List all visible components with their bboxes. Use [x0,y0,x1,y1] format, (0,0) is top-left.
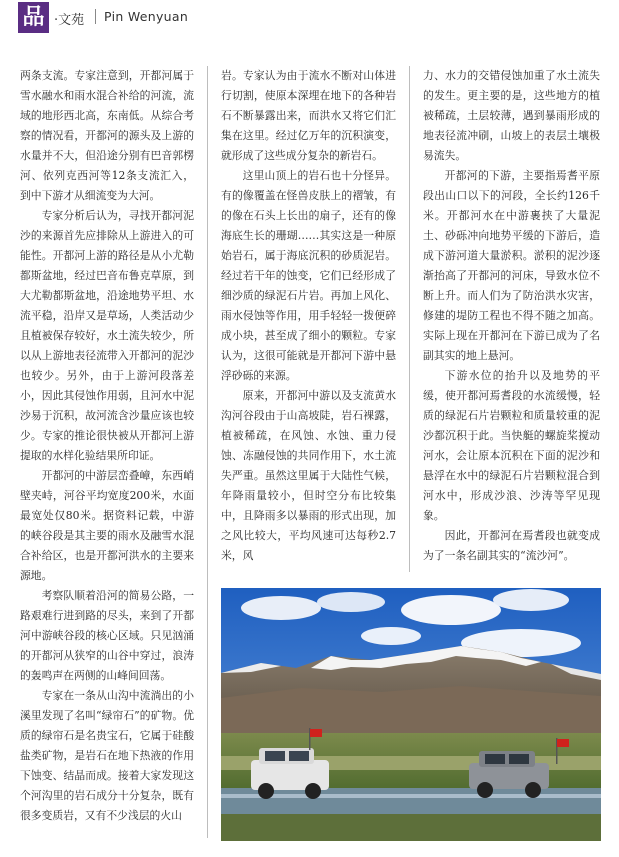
paragraph: 下游水位的抬升以及地势的平缓，使开都河焉耆段的水流缓慢，轻质的绿泥石片岩颗粒和质量较重的泥沙都沉积于此。当快艇的螺旋桨搅动河水，会让原本沉积在下面的泥沙和悬浮在水中的绿泥石片岩颗粒混合到河水中，形成沙浪、沙涛等罕见现象。 [423,369,600,522]
section-title-cn: ·文苑 [54,13,85,28]
text-column-3 [423,66,600,580]
paragraph: 两条支流。专家注意到，开都河属于雪水融水和雨水混合补给的河流，流域的地形西北高，东南低。从综合考察的情况看，开都河的源头及上游的水量并不大，但沿途分别有巴音郭楞河、依列克西河等12条支流汇入，到中下游才从细流变为大河。 [20,69,194,202]
column-rule-2 [409,66,410,572]
page-header [0,0,619,40]
paragraph: 考察队顺着沿河的简易公路，一路艰难行进到路的尽头，来到了开都河中游峡谷段的核心区域。只见汹涌的开都河从狭窄的山谷中穿过，浪涛的轰鸣声在两侧的山峰间回荡。 [20,589,194,682]
paragraph: 原来，开都河中游以及支流黄水沟河谷段由于山高坡陡，岩石裸露，植被稀疏，在风蚀、水蚀、重力侵蚀、冻融侵蚀的共同作用下，水土流失严重。虽然这里属于大陆性气候，年降雨量较小，但时空分布比较集中，且降雨多以暴雨的形式出现，加之风比较大，平均风速可达每秒2.7米，风 [221,389,396,562]
column-logo: 品 [18,2,49,33]
text-column-2 [221,66,396,580]
paragraph: 力、水力的交错侵蚀加重了水土流失的发生。更主要的是，这些地方的植被稀疏，土层较薄，遇到暴雨形成的地表径流冲刷，山坡上的表层土壤极易流失。 [423,69,600,162]
paragraph: 岩。专家认为由于流水不断对山体进行切割，使原本深埋在地下的各种岩石不断暴露出来，而洪水又将它们汇集在这里。经过亿万年的沉积演变，就形成了这些成分复杂的新岩石。 [221,69,396,162]
column-rule-1 [207,66,208,838]
paragraph: 开都河的中游层峦叠嶂，东西峭壁夹峙，河谷平均宽度200米，水面最宽处仅80米。据资料记载，中游的峡谷段是其主要的雨水及融雪水混合补给区，也是开都河洪水的主要来源地。 [20,469,194,582]
text-column-1 [20,66,194,854]
paragraph: 这里山顶上的岩石也十分怪异。有的像覆盖在怪兽皮肤上的褶皱，有的像在石头上长出的扇子，还有的像海底生长的珊瑚……其实这是一种原始岩石，属于海底沉积的砂质泥岩。经过若干年的蚀变，它们已经形成了细沙质的绿泥石片岩。再加上风化、雨水侵蚀等作用，用手轻轻一拨便碎成小块，甚至成了细小的颗粒。专家认为，这很可能就是开都河下游中悬浮砂砾的来源。 [221,169,396,382]
paragraph: 因此，开都河在焉耆段也就变成为了一条名副其实的“流沙河”。 [423,529,600,562]
header-divider [95,9,96,24]
paragraph: 专家分析后认为，寻找开都河泥沙的来源首先应排除从上游进入的可能性。开都河上游的路径是从小尤勒都斯盆地，经过巴音布鲁克草原，到大尤勒都斯盆地，沿途地势平坦、水流平稳，沿岸又是草场，人类活动少且植被保存较好，水土流失较少，所以从上游地表径流带入开都河的泥沙也较少。另外，由于上游河段落差小，因此其侵蚀作用弱，且河水中泥沙易于沉积，故河流含沙量应该也较少。专家的推论很快被从开都河上游提取的水样化验结果所印证。 [20,209,194,462]
section-title-en: Pin Wenyuan [104,9,189,24]
paragraph: 专家在一条从山沟中流淌出的小溪里发现了名叫“绿帘石”的矿物。优质的绿帘石是名贵宝石，它属于硅酸盐类矿物，是岩石在地下热液的作用下蚀变、结晶而成。接着大家发现这个河沟里的岩石成分十分复杂，既有很多变质岩，又有不少浅层的火山 [20,689,194,822]
paragraph: 开都河的下游，主要指焉耆平原段出山口以下的河段，全长约126千米。开都河水在中游裹挟了大量泥土、砂砾冲向地势平缓的下游后，造成下游河道大量淤积。淤积的泥沙逐渐抬高了开都河的河床，导致水位不断上升。而人们为了防治洪水灾害，修建的堤防工程也不得不随之加高。实际上现在开都河在下游已成为了名副其实的地上悬河。 [423,169,600,362]
landscape-photo [221,588,601,841]
